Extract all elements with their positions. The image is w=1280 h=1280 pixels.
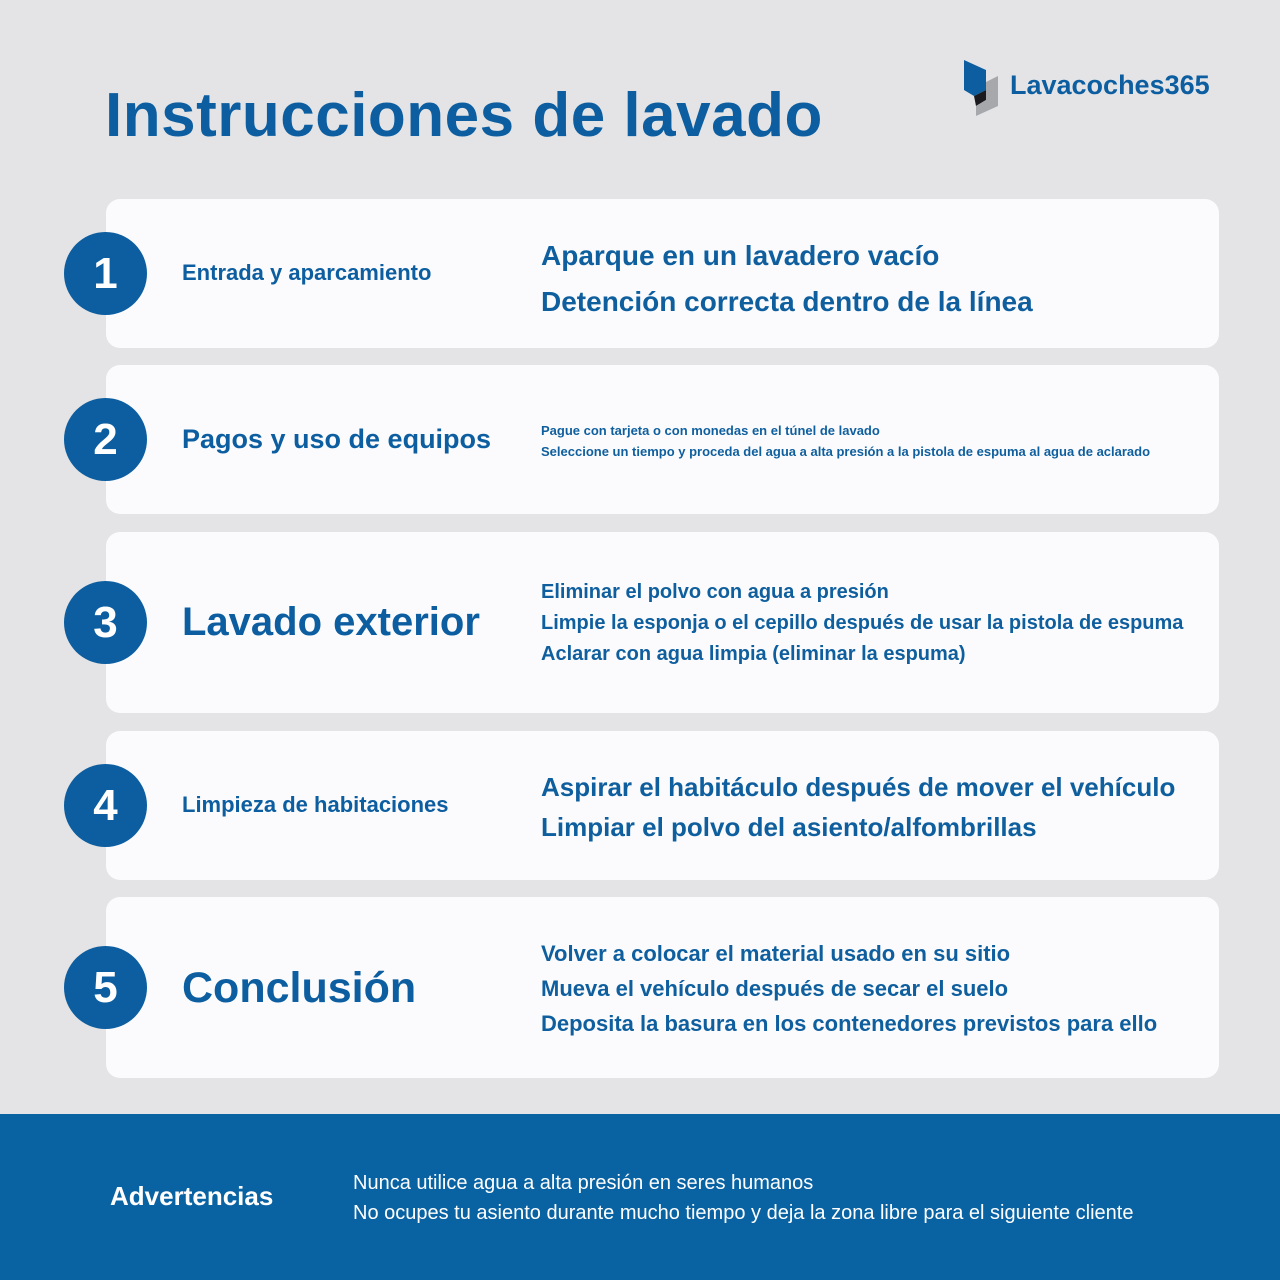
step-line: Limpiar el polvo del asiento/alfombrillas bbox=[541, 812, 1037, 842]
warnings-title: Advertencias bbox=[110, 1181, 274, 1211]
step-line: Detención correcta dentro de la línea bbox=[541, 286, 1033, 317]
step-line: Eliminar el polvo con agua a presión bbox=[541, 581, 889, 603]
step-line: Aparque en un lavadero vacío bbox=[541, 240, 940, 271]
step-line: Deposita la basura en los contenedores previstos para ello bbox=[541, 1011, 1158, 1036]
step-line: Aclarar con agua limpia (eliminar la espuma) bbox=[541, 643, 966, 665]
step-lines bbox=[541, 420, 1150, 462]
step-line: Aspirar el habitáculo después de mover el vehículo bbox=[541, 772, 1176, 802]
step-title: Limpieza de habitaciones bbox=[182, 792, 449, 817]
warning-line: Nunca utilice agua a alta presión en seres humanos bbox=[353, 1172, 814, 1194]
step-title: Lavado exterior bbox=[182, 600, 480, 644]
step-number-badge: 4 bbox=[64, 764, 147, 847]
warning-line: No ocupes tu asiento durante mucho tiempo y deja la zona libre para el siguiente cliente bbox=[353, 1202, 1134, 1224]
step-line: Volver a colocar el material usado en su sitio bbox=[541, 941, 1011, 966]
step-line: Mueva el vehículo después de secar el suelo bbox=[541, 976, 1009, 1001]
step-title: Pagos y uso de equipos bbox=[182, 424, 492, 454]
step-line: Seleccione un tiempo y proceda del agua a alta presión a la pistola de espuma al agua de aclarado bbox=[541, 444, 1151, 459]
step-number-badge: 1 bbox=[64, 232, 147, 315]
step-lines bbox=[541, 767, 1175, 847]
step-number-badge: 5 bbox=[64, 946, 147, 1029]
cube-logo-icon bbox=[962, 60, 1002, 116]
brand-name: Lavacoches365 bbox=[1010, 69, 1210, 100]
warnings-list bbox=[353, 1168, 1133, 1228]
step-lines bbox=[541, 233, 1033, 325]
page-title: Instrucciones de lavado bbox=[105, 81, 823, 150]
step-lines bbox=[541, 936, 1157, 1041]
step-title: Conclusión bbox=[182, 964, 417, 1012]
step-title: Entrada y aparcamiento bbox=[182, 260, 432, 285]
brand-logo bbox=[962, 60, 1210, 116]
step-lines bbox=[541, 577, 1183, 670]
step-line: Pague con tarjeta o con monedas en el túnel de lavado bbox=[541, 423, 880, 438]
step-number-badge: 3 bbox=[64, 581, 147, 664]
step-number-badge: 2 bbox=[64, 398, 147, 481]
step-line: Limpie la esponja o el cepillo después de usar la pistola de espuma bbox=[541, 612, 1184, 634]
